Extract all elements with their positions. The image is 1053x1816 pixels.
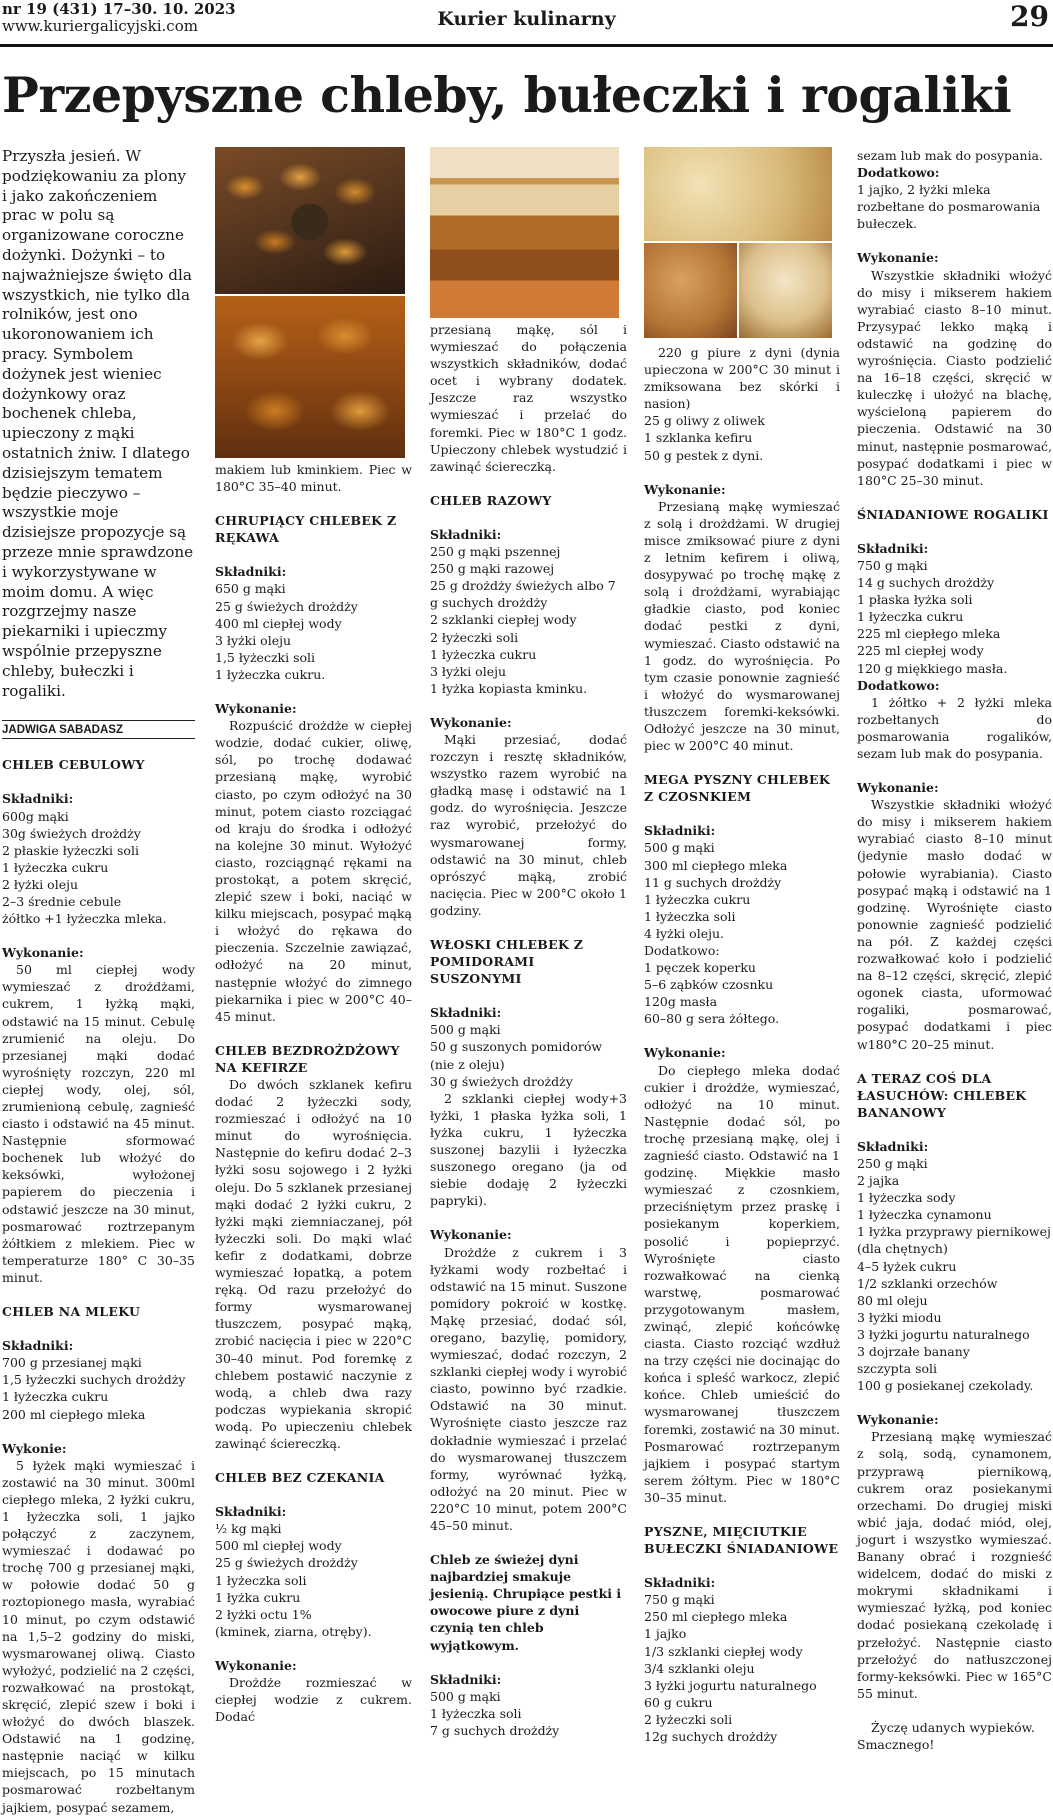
ingredient: 1 łyżka przyprawy piernikowej (dla chętnych) — [857, 1224, 1051, 1257]
ingredient: 1 łyżeczka soli — [430, 1705, 522, 1721]
ingredient: 14 g suchych drożdży — [857, 575, 995, 591]
recipe-title: ŚNIADANIOWE ROGALIKI — [857, 506, 1049, 522]
recipe-title: CHLEB RAZOWY — [430, 492, 552, 508]
ingredient: 12g suchych drożdży — [644, 1729, 778, 1745]
ingredient: 80 ml oleju — [857, 1292, 928, 1308]
ingredient: 1 łyżeczka cukru — [2, 859, 109, 875]
ingredient: 1 łyżeczka cukru. — [215, 666, 326, 682]
method-text: Drożdże z cukrem i 3 łyżkami wody rozbełtać i odstawić na 15 minut. Suszone pomidory pokroić w kostkę. Mąkę przesiać, dodać sól, oregano, bazylię, pomidory, wymieszać, dodać rozczyn, 2 szklanki ciepłej wody i wyrobić ciasto, powinno być rzadkie. Odstawić na 30 minut. Wyrośnięte ciasto jeszcze raz dokładnie wymieszać i przelać do wysmarowanej tłuszczem formy, wyrównać łyżką, odłożyć na 20 minut. Piec w 220°C 10 minut, potem 200°C 45–50 minut. — [430, 1244, 627, 1533]
ingredients-list — [430, 543, 627, 697]
extras-label: Dodatkowo: — [857, 165, 940, 181]
ingredients-label: Składniki: — [644, 1575, 716, 1591]
continued-text: sezam lub mak do posypania. — [857, 148, 1043, 163]
method-text: Rozpuścić drożdże w ciepłej wodzie, dodać cukier, oliwę, sól, po trochę dodawać przesianą mąkę, wyrobić ciasto, po czym odłożyć na 30 minut, potem ciasto rozciągać od kraju do środka i odłożyć na kolejne 30 minut. Wyłożyć ciasto, rozciągnąć rękami na prostokąt, a potem skręcić, zlepić szew i boki, naciąć w kilku miejscach, posypać mąką i włożyć do rękawa do pieczenia. Szczelnie zawiązać, odłożyć na 20 minut, następnie włożyć do zimnego piekarnika i piec w 200°C 40–45 minut. — [215, 718, 412, 1024]
ingredient: 1 łyżeczka cukru — [857, 609, 964, 625]
ingredient: 250 g mąki — [857, 1155, 928, 1171]
method-label: Wykonanie: — [857, 250, 939, 266]
ingredient: 700 g przesianej mąki — [2, 1355, 142, 1371]
ingredient: 5–6 ząbków czosnku — [644, 977, 774, 993]
ingredients-list — [644, 839, 840, 942]
recipe-title: A TERAZ COŚ DLA ŁASUCHÓW: CHLEBEK BANANOWY — [857, 1070, 1027, 1120]
ingredient: 3/4 szklanki oleju — [644, 1660, 755, 1676]
method-text: Do dwóch szklanek kefiru dodać 2 łyżeczki sody, rozmieszać i odłożyć na 10 minut do wyrośnięcia. Następnie do kefiru dodać 2–3 łyżki sosu sojowego i 2 łyżki oleju. Do 5 szklanek przesianej mąki dodać 2 łyżki cukru, 2 łyżki mąki ziemniaczanej, pół łyżeczki soli. Do mąki wlać kefir z dodatkami, dobrze wymieszać łopatką, a potem ręką. Od razu przełożyć do formy wysmarowanej tłuszczem, posypać mąką, zrobić nacięcia i piec w 220°C 30–40 minut. Pod foremkę z chlebem postawić naczynie z wodą, a chleb dwa razy podczas wypiekania skropić wodą. Po upieczeniu chlebek zawinąć ściereczką. — [215, 1077, 412, 1451]
method-text: Drożdże rozmieszać w ciepłej wodzie z cukrem. Dodać — [215, 1675, 412, 1725]
method-text: Do ciepłego mleka dodać cukier i drożdże, wymieszać, odłożyć na 10 minut. Następnie dodać sól, po trochę przesianą mąkę, olej i zagnieść ciasto. Odstawić na 1 godzinę. Miękkie masło wymieszać z czosnkiem, przeciśniętym przez praskę i posiekanym koperkiem, posolić i popieprzyć. Wyrośnięte ciasto rozwałkować na cienką warstwę, posmarować przygotowanym masłem, zwinąć, zlepić końcówkę ciasta. Ciasto rozciąć wzdłuż na trzy części nie docinając do końca i spleść warkocz, zlepić końce. Chleb umieścić do wysmarowanej tłuszczem foremki, zostawić na 30 minut. Posmarować roztrzepanym jajkiem i posypać startym serem żółtym. Piec w 180°C 30–35 minut. — [644, 1062, 840, 1505]
recipe-title: CHLEB CEBULOWY — [2, 757, 145, 773]
ingredient: 200 ml ciepłego mleka — [2, 1406, 146, 1422]
ingredients-label: Składniki: — [215, 564, 287, 580]
ingredient: 750 g mąki — [857, 557, 928, 573]
ingredient: 250 ml ciepłego mleka — [644, 1609, 788, 1625]
ingredient: 1,5 łyżeczki suchych drożdży — [2, 1372, 186, 1388]
issue-number: nr 19 (431) 17–30. 10. 2023 — [2, 0, 236, 18]
signoff: Życzę udanych wypieków. Smacznego! — [857, 1719, 1035, 1752]
method-text: Przesianą mąkę wymieszać z solą, sodą, cynamonem, przyprawą piernikową, cukrem oraz posiekanymi orzechami. Do drugiej miski wbić jaja, dodać miód, olej, jogurt i wszystko wymieszać. Banany obrać i rozgnieść widelcem, dodać do miski z mokrymi składnikami i wymieszać łyżką, pod koniec dodać posiekaną czekoladę i przełożyć. Następnie ciasto przełożyć do natłuszczonej formy-keksówki. Piec w 165°C 55 minut. — [857, 1429, 1052, 1701]
ingredient: 3 dojrzałe banany — [857, 1344, 970, 1359]
recipe-title: MEGA PYSZNY CHLEBEK Z CZOSNKIEM — [644, 772, 830, 805]
masthead — [0, 0, 1053, 47]
ingredient: 50 g suszonych pomidorów (nie z oleju) — [430, 1039, 603, 1072]
method-label: Wykonanie: — [644, 1045, 726, 1061]
ingredients-label: Składniki: — [2, 791, 74, 807]
photo-croissants — [215, 296, 405, 458]
ingredient: 120g masła — [644, 994, 718, 1010]
ingredient: 250 g mąki pszennej — [430, 544, 561, 560]
ingredient: 3 łyżki jogurtu naturalnego — [644, 1677, 817, 1693]
ingredient: 60 g cukru — [644, 1694, 713, 1710]
ingredient: 500 g mąki — [644, 840, 715, 856]
ingredient: 1 łyżeczka cukru — [430, 646, 537, 662]
ingredient: 500 g mąki — [430, 1022, 501, 1038]
ingredient: 3 łyżki miodu — [857, 1309, 942, 1325]
recipe-title: CHLEB NA MLEKU — [2, 1304, 141, 1320]
continued-text: przesianą mąkę, sól i wymieszać do połączenia wszystkich składników, dodać ocet i wybrany dodatek. Jeszcze raz wszystko wymieszać i przelać do foremki. Piec w 180°C 1 godz. Upieczony chlebek wystudzić i zawinąć ściereczką. — [430, 322, 627, 474]
ingredient: 60–80 g sera żółtego. — [644, 1011, 780, 1027]
ingredient: 750 g mąki — [644, 1592, 715, 1608]
ingredient: 25 g oliwy z oliwek — [644, 413, 765, 429]
extras-text: 1 żółtko + 2 łyżki mleka rozbełtanych do posmarowania rogalików, sezam lub mak do posypania. — [857, 694, 1052, 761]
ingredient: 500 ml ciepłej wody — [215, 1538, 342, 1554]
ingredients-list — [2, 1354, 195, 1422]
method-text: 5 łyżek mąki wymieszać i zostawić na 30 minut. 300ml ciepłego mleka, 2 łyżki cukru, 1 łyżeczka soli, 1 jajko połączyć z zaczynem, wymieszać i dodawać po trochę 700 g przesianej mąki, w połowie dodać 50 g roztopionego masła, wyrabiać 10 minut, po czym odstawić na 1,5–2 godziny do miski, wysmarowanej oliwą. Ciasto wyłożyć, podzielić na 2 części, rozwałkować na prostokąt, skręcić, zlepić szew i boki i włożyć do dwóch blaszek. Odstawić na 1 godzinę, następnie naciąć w kilku miejscach, po 15 minutach posmarować rozbełtanym jajkiem, posypać sezamem, — [2, 1457, 195, 1815]
ingredient: 1 łyżeczka sody — [857, 1190, 956, 1206]
ingredients-text: 2 szklanki ciepłej wody+3 łyżki, 1 płaska łyżka soli, 1 łyżka cukru, 1 łyżeczka suszonej bazylii i łyżeczka suszonego oregano (ja od siebie dodaję 2 łyżeczki papryki). — [430, 1090, 627, 1209]
ingredient: 1 płaska łyżka soli — [857, 592, 973, 608]
ingredient: 25 g świeżych drożdży — [215, 598, 358, 614]
method-text: Wszystkie składniki włożyć do misy i mikserem hakiem wyrabiać ciasto 8–10 minut (jedynie masło dodać w połowie wyrabiania). Ciasto posypać mąką i odstawić na 1 godzinę. Wyrośnięte ciasto ponownie zagnieść podzielić na pół. Z każdej części rozwałkować koło i podzielić na 8–12 części, skręcić, zlepić ogonek ciasta, uformować rogaliki, posmarować, posypać dodatkami i piec w180°C 20–25 minut. — [857, 797, 1052, 1052]
ingredient: 25 g świeżych drożdży — [215, 1555, 358, 1571]
ingredient: 1 łyżeczka soli — [644, 908, 736, 924]
ingredient: 225 ml ciepłego mleka — [857, 626, 1001, 642]
recipe-title: CHLEB BEZ CZEKANIA — [215, 1470, 385, 1486]
method-label: Wykonie: — [2, 1440, 67, 1456]
ingredient: 100 g posiekanej czekolady. — [857, 1378, 1034, 1394]
method-text: Mąki przesiać, dodać rozczyn i resztę składników, wszystko razem wyrobić na gładką masę i odstawić na 1 godz. do wyrośnięcia. Jeszcze raz wyrobić, przełożyć do wysmarowanej formy, odstawić na 30 minut, chleb oprószyć mąką, zrobić nacięcia. Piec w 200°C około 1 godziny. — [430, 731, 627, 918]
ingredient: 30 g świeżych drożdży — [430, 1073, 573, 1089]
ingredient: szczypta soli — [857, 1361, 938, 1377]
ingredients-label: Składniki: — [430, 526, 502, 542]
website-link[interactable]: www.kuriergalicyjski.com — [2, 17, 198, 35]
recipe-title: CHRUPIĄCY CHLEBEK Z RĘKAWA — [215, 513, 397, 546]
ingredient: 1 łyżka cukru — [215, 1589, 301, 1605]
feature-lead: Chleb ze świeżej dyni najbardziej smakuje jesienią. Chrupiące pestki i owocowe piure z dyni czynią ten chleb wyjątkowym. — [430, 1552, 622, 1653]
ingredient: 120 g miękkiego masła. — [857, 660, 1008, 676]
photo-pumpkin-bread — [644, 147, 832, 338]
ingredient: 2 łyżeczki soli — [644, 1711, 733, 1727]
ingredient: 600g mąki — [2, 808, 69, 824]
author-byline: JADWIGA SABADASZ — [2, 720, 195, 739]
ingredients-label: Składniki: — [430, 1671, 502, 1687]
ingredient: 1,5 łyżeczki soli — [215, 649, 316, 665]
method-label: Wykonanie: — [644, 481, 726, 497]
ingredient: 1 łyżka kopiasta kminku. — [430, 680, 588, 696]
ingredients-list — [430, 1021, 627, 1089]
ingredient: 1/3 szklanki ciepłej wody — [644, 1643, 803, 1659]
method-label: Wykonanie: — [215, 701, 297, 717]
recipe-title: PYSZNE, MIĘCIUTKIE BUŁECZKI ŚNIADANIOWE — [644, 1524, 839, 1557]
ingredients-list — [2, 808, 195, 928]
extras-label: Dodatkowo: — [644, 943, 720, 958]
ingredient: 2 szklanki ciepłej wody — [430, 612, 577, 628]
article-headline: Przepyszne chleby, bułeczki i rogaliki — [2, 66, 1012, 124]
ingredient: 1/2 szklanki orzechów — [857, 1275, 998, 1291]
ingredient: 225 ml ciepłej wody — [857, 643, 984, 659]
column-4 — [644, 147, 840, 1745]
column-2 — [215, 147, 412, 1725]
page-number: 29 — [1010, 0, 1049, 33]
ingredient: (kminek, ziarna, otręby). — [215, 1623, 372, 1639]
column-5 — [857, 147, 1052, 1752]
recipe-title: CHLEB BEZDROŻDŻOWY NA KEFIRZE — [215, 1042, 400, 1075]
ingredient: 1 jajko — [644, 1626, 687, 1642]
ingredient: 4 łyżki oleju. — [644, 925, 724, 941]
continued-text: makiem lub kminkiem. Piec w 180°C 35–40 minut. — [215, 462, 412, 495]
method-text: Wszystkie składniki włożyć do misy i mikserem hakiem wyrabiać ciasto 8–10 minut. Przysypać lekko mąką i odstawić na godzinę do wyrośnięcia. Ciasto podzielić na 16–18 części, skręcić w kuleczkę i ułożyć na blachę, wyścieloną papierem do pieczenia. Odstawić na 30 minut, następnie posmarować, posypać dodatkami i piec w 180°C 25–30 minut. — [857, 267, 1052, 488]
photo-pumpkin-slice — [644, 243, 737, 338]
ingredient: 3 łyżki jogurtu naturalnego — [857, 1326, 1030, 1342]
ingredients-label: Składniki: — [644, 823, 716, 839]
ingredient: 500 g mąki — [430, 1688, 501, 1704]
method-label: Wykonanie: — [215, 1657, 297, 1673]
ingredient: 1 szklanka kefiru — [644, 430, 753, 446]
ingredient: 7 g suchych drożdży — [430, 1722, 560, 1738]
ingredient: 400 ml ciepłej wody — [215, 615, 342, 631]
ingredient: 2 łyżki oleju — [2, 876, 79, 892]
ingredient: 30g świeżych drożdży — [2, 825, 141, 841]
extras-label: Dodatkowo: — [857, 677, 940, 693]
ingredient: 1 pęczek koperku — [644, 960, 756, 976]
ingredient: 1 łyżeczka cynamonu — [857, 1207, 992, 1223]
ingredient: 1 łyżeczka cukru — [2, 1389, 109, 1405]
ingredient: 25 g drożdży świeżych albo 7 g suchych drożdży — [430, 578, 616, 611]
ingredient: 2–3 średnie cebule — [2, 893, 122, 909]
photo-poppy-seed-rolls — [215, 147, 405, 294]
ingredients-list — [215, 1520, 412, 1640]
ingredient: 3 łyżki oleju — [430, 663, 507, 679]
ingredient: 4–5 łyżek cukru — [857, 1258, 957, 1274]
ingredients-label: Składniki: — [215, 1504, 287, 1520]
ingredients-label: Składniki: — [857, 540, 929, 556]
method-label: Wykonanie: — [857, 1412, 939, 1428]
method-label: Wykonanie: — [857, 780, 939, 796]
ingredients-list — [857, 1155, 1052, 1394]
ingredient: 2 łyżeczki soli — [430, 629, 519, 645]
ingredient: 2 łyżki octu 1% — [215, 1606, 312, 1622]
extras-list — [644, 959, 840, 1027]
extras-text: 1 jajko, 2 łyżki mleka rozbełtane do posmarowania bułeczek. — [857, 182, 1041, 232]
recipe-title: WŁOSKI CHLEBEK Z POMIDORAMI SUSZONYMI — [430, 937, 584, 987]
ingredients-list — [215, 580, 412, 683]
ingredient: 2 jajka — [857, 1173, 900, 1189]
method-label: Wykonanie: — [2, 945, 84, 961]
ingredients-label: Składniki: — [857, 1138, 929, 1154]
intro-text: Przyszła jesień. W podziękowaniu za plony i jako zakończeniem prac w polu są organizowane coroczne dożynki. Dożynki – to najważniejsze święto dla wszystkich, nie tylko dla rolników, jest ono ukoronowaniem ich pracy. Symbolem dożynek jest wieniec dożynkowy oraz bochenek chleba, upieczony z mąki ostatnich żniw. I dlatego dzisiejszym tematem będzie pieczywo – wszystkie moje dzisiejsze propozycje są przeze mnie sprawdzone i wykorzystywane w moim domu. A więc rozgrzejmy nasze piekarniki i upieczmy wspólnie przepyszne chleby, bułeczki i rogaliki. — [2, 147, 194, 700]
ingredient: 1 łyżeczka soli — [215, 1572, 307, 1588]
method-label: Wykonanie: — [430, 1227, 512, 1243]
column-3 — [430, 147, 627, 1738]
ingredient: 650 g mąki — [215, 581, 286, 597]
ingredient: 11 g suchych drożdży — [644, 874, 782, 890]
ingredient: 50 g pestek z dyni. — [644, 447, 764, 463]
ingredient: ½ kg mąki — [215, 1521, 282, 1537]
ingredients-list — [430, 1688, 627, 1739]
photo-pumpkin-loaf — [644, 147, 832, 241]
column-1 — [2, 147, 195, 1815]
section-title: Kurier kulinarny — [437, 8, 616, 30]
method-text: 50 ml ciepłej wody wymieszać z drożdżami, cukrem, 1 łyżką mąki, odstawić na 15 minut. Cebulę zrumienić na oleju. Do przesianej mąki dodać wyrośnięty rozczyn, 220 ml ciepłej wody, olej, sól, zrumienioną cebulę, zagnieść ciasto i odstawić na 45 minut. Następnie sformować bochenek lub włożyć do keksówki, wyłożonej papierem do pieczenia i odstawić jeszcze na 30 minut, posmarować roztrzepanym żółtkiem z mlekiem. Piec w temperaturze 180° C 30–35 minut. — [2, 962, 195, 1285]
ingredient: 3 łyżki oleju — [215, 632, 292, 648]
ingredient: 1 łyżeczka cukru — [644, 891, 751, 907]
ingredient: 2 płaskie łyżeczki soli — [2, 842, 139, 858]
ingredients-list — [857, 557, 1052, 677]
ingredients-label: Składniki: — [2, 1338, 74, 1354]
method-label: Wykonanie: — [430, 714, 512, 730]
ingredients-list — [644, 1591, 840, 1745]
ingredient: 250 g mąki razowej — [430, 561, 555, 577]
ingredients-list — [644, 412, 840, 463]
method-text: Przesianą mąkę wymieszać z solą i drożdżami. W drugiej misce zmiksować piure z dyni z letnim kefirem i oliwą, dosypywać po trochę mąkę z solą i drożdżami, wyrabiając gładkie ciasto, pod koniec dodać pestki z dyni, wymieszać. Ciasto odstawić na 1 godz. do wyrośnięcia. Po tym czasie ponownie zagnieść i włożyć do wysmarowanej tłuszczem foremki-keksówki. Odłożyć jeszcze na 30 minut, piec w 200°C 40 minut. — [644, 498, 840, 754]
ingredient: żółtko +1 łyżeczka mleka. — [2, 911, 167, 927]
photo-pumpkin-seeds — [739, 243, 832, 338]
ingredients-label: Składniki: — [430, 1005, 502, 1021]
photo-bread-loaves — [430, 147, 619, 318]
ingredient: 300 ml ciepłego mleka — [644, 857, 788, 873]
ingredients-text: 220 g piure z dyni (dynia upieczona w 200°C 30 minut i zmiksowana bez skórki i nasion) — [644, 345, 840, 412]
